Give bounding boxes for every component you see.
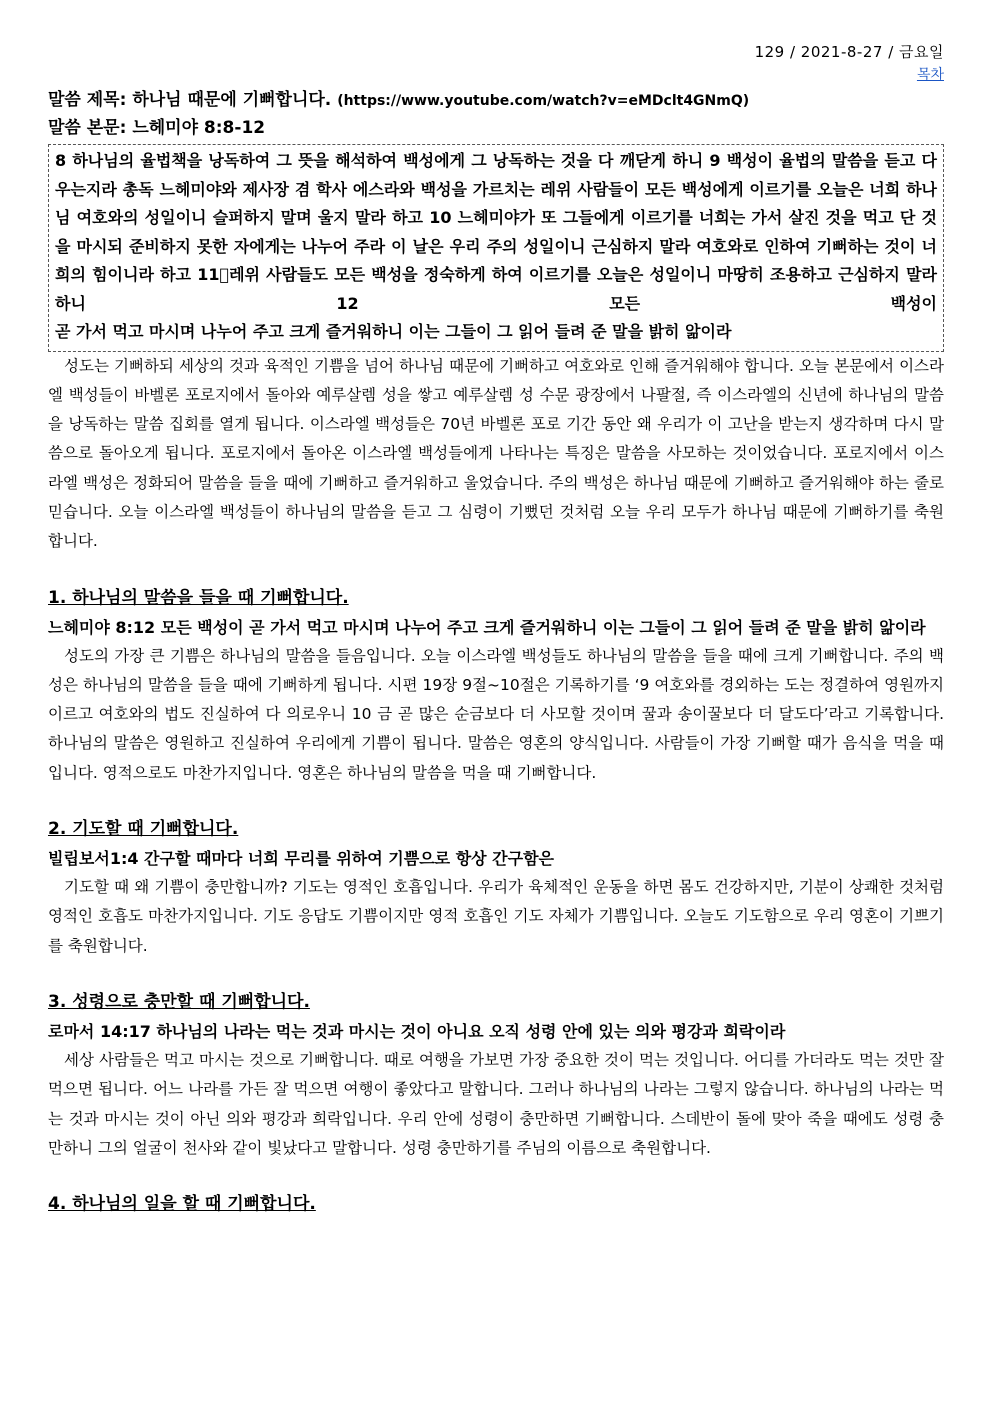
page-info: 129 / 2021-8-27 / 금요일 <box>754 43 944 61</box>
sermon-title-text: 말씀 제목: 하나님 때문에 기뻐합니다. <box>48 90 338 110</box>
scripture-last-line: 곧 가서 먹고 마시며 나누어 주고 크게 즐거워하니 이는 그들이 그 읽어 들려 준 말을 밝히 앎이라 <box>55 322 732 341</box>
scripture-box <box>48 144 944 352</box>
scripture-text: 8 하나님의 율법책을 낭독하여 그 뜻을 해석하여 백성에게 그 낭독하는 것을 다 깨닫게 하니 9 백성이 율법의 말씀을 듣고 다 우는지라 총독 느헤미야와 제사장 겸 학사 에스라와 백성을 가르치는 레위 사람들이 모든 백성에게 이르기를 오늘은 너희 하나님 여호와의 성일이니 슬퍼하지 말며 울지 말라 하고 10 느헤미야가 또 그들에게 이르기를 너희는 가서 살진 것을 먹고 단 것을 마시되 준비하지 못한 자에게는 나누어 주라 이 날은 우리 주의 성일이니 근심하지 말라 여호와로 인하여 기뻐하는 것이 너희의 힘이니라 하고 11 레위 사람들도 모든 백성을 정숙하게 하여 이르기를 오늘은 성일이니 마땅히 조용하고 근심하지 말라 하니 12 모든 백성이 <box>55 151 937 313</box>
sermon-video-url: (https://www.youtube.com/watch?v=eMDclt4GNmQ) <box>337 93 750 109</box>
sermon-title <box>48 86 944 114</box>
section-body: 기도할 때 왜 기쁨이 충만합니까? 기도는 영적인 호흡입니다. 우리가 육체적인 운동을 하면 몸도 건강하지만, 기분이 상쾌한 것처럼 영적인 호흡도 마찬가지입니다. 기도 응답도 기쁨이지만 영적 호흡인 기도 자체가 기쁨입니다. 오늘도 기도함으로 우리 영혼이 기쁘기를 축원합니다. <box>48 878 944 955</box>
section-title: 2. 기도할 때 기뻐합니다. <box>48 819 239 840</box>
document-page <box>48 40 944 1219</box>
toc-link[interactable]: 목차 <box>916 67 944 83</box>
section-4 <box>48 1189 944 1219</box>
section-body: 세상 사람들은 먹고 마시는 것으로 기뻐합니다. 때로 여행을 가보면 가장 중요한 것이 먹는 것입니다. 어디를 가더라도 먹는 것만 잘 먹으면 됩니다. 어느 나라를 가든 잘 먹으면 여행이 좋았다고 말합니다. 그러나 하나님의 나라는 그렇지 않습니다. 하나님의 나라는 먹는 것과 마시는 것이 아닌 의와 평강과 희락입니다. 우리 안에 성령이 충만하면 기뻐합니다. 스데반이 돌에 맞아 죽을 때에도 성령 충만하니 그의 얼굴이 천사와 같이 빛났다고 말합니다. 성령 충만하기를 주님의 이름으로 축원합니다. <box>48 1050 944 1157</box>
intro-paragraph: 성도는 기뻐하되 세상의 것과 육적인 기쁨을 넘어 하나님 때문에 기뻐하고 여호와로 인해 즐거워해야 합니다. 오늘 본문에서 이스라엘 백성들이 바벨론 포로지에서 돌아와 예루살렘 성을 쌓고 예루살렘 성 수문 광장에서 나팔절, 즉 이스라엘의 신년에 하나님의 말씀을 낭독하는 말씀 집회를 열게 됩니다. 이스라엘 백성들은 70년 바벨론 포로 기간 동안 왜 우리가 이 고난을 받는지 생각하며 다시 말씀으로 돌아오게 됩니다. 포로지에서 돌아온 이스라엘 백성들에게 나타나는 특징은 말씀을 사모하는 것이었습니다. 포로지에서 이스라엘 백성은 정화되어 말씀을 들을 때에 기뻐하고 즐거워하고 울었습니다. 주의 백성은 하나님 때문에 기뻐하고 즐거워해야 하는 줄로 믿습니다. 오늘 이스라엘 백성들이 하나님의 말씀을 듣고 그 심령이 기뻤던 것처럼 오늘 우리 모두가 하나님 때문에 기뻐하기를 축원합니다. <box>48 356 944 551</box>
section-title: 3. 성령으로 충만할 때 기뻐합니다. <box>48 991 310 1012</box>
section-body: 성도의 가장 큰 기쁨은 하나님의 말씀을 들음입니다. 오늘 이스라엘 백성들도 하나님의 말씀을 들을 때에 크게 기뻐합니다. 주의 백성은 하나님의 말씀을 들을 때에 기뻐하게 됩니다. 시편 19장 9절~10절은 기록하기를 ‘9 여호와를 경외하는 도는 정결하여 영원까지 이르고 여호와의 법도 진실하여 다 의로우니 10 금 곧 많은 순금보다 더 사모할 것이며 꿀과 송이꿀보다 더 달도다’라고 기록합니다. 하나님의 말씀은 영원하고 진실하여 우리에게 기쁨이 됩니다. 말씀은 영혼의 양식입니다. 사람들이 가장 기뻐할 때가 음식을 먹을 때입니다. 영적으로도 마찬가지입니다. 영혼은 하나님의 말씀을 먹을 때 기뻐합니다. <box>48 646 944 782</box>
section-title: 1. 하나님의 말씀을 들을 때 기뻐합니다. <box>48 587 349 608</box>
section-verse: 빌립보서1:4 간구할 때마다 너희 무리를 위하여 기쁨으로 항상 간구함은 <box>48 849 554 869</box>
section-verse: 로마서 14:17 하나님의 나라는 먹는 것과 마시는 것이 아니요 오직 성령 안에 있는 의와 평강과 희락이라 <box>48 1021 786 1041</box>
sermon-passage: 말씀 본문: 느헤미야 8:8-12 <box>48 118 266 138</box>
section-3 <box>48 987 944 1163</box>
section-2 <box>48 814 944 961</box>
section-1 <box>48 583 944 788</box>
section-title: 4. 하나님의 일을 할 때 기뻐합니다. <box>48 1194 316 1215</box>
section-verse: 느헤미야 8:12 모든 백성이 곧 가서 먹고 마시며 나누어 주고 크게 즐거워하니 이는 그들이 그 읽어 들려 준 말을 밝히 앎이라 <box>48 617 926 637</box>
